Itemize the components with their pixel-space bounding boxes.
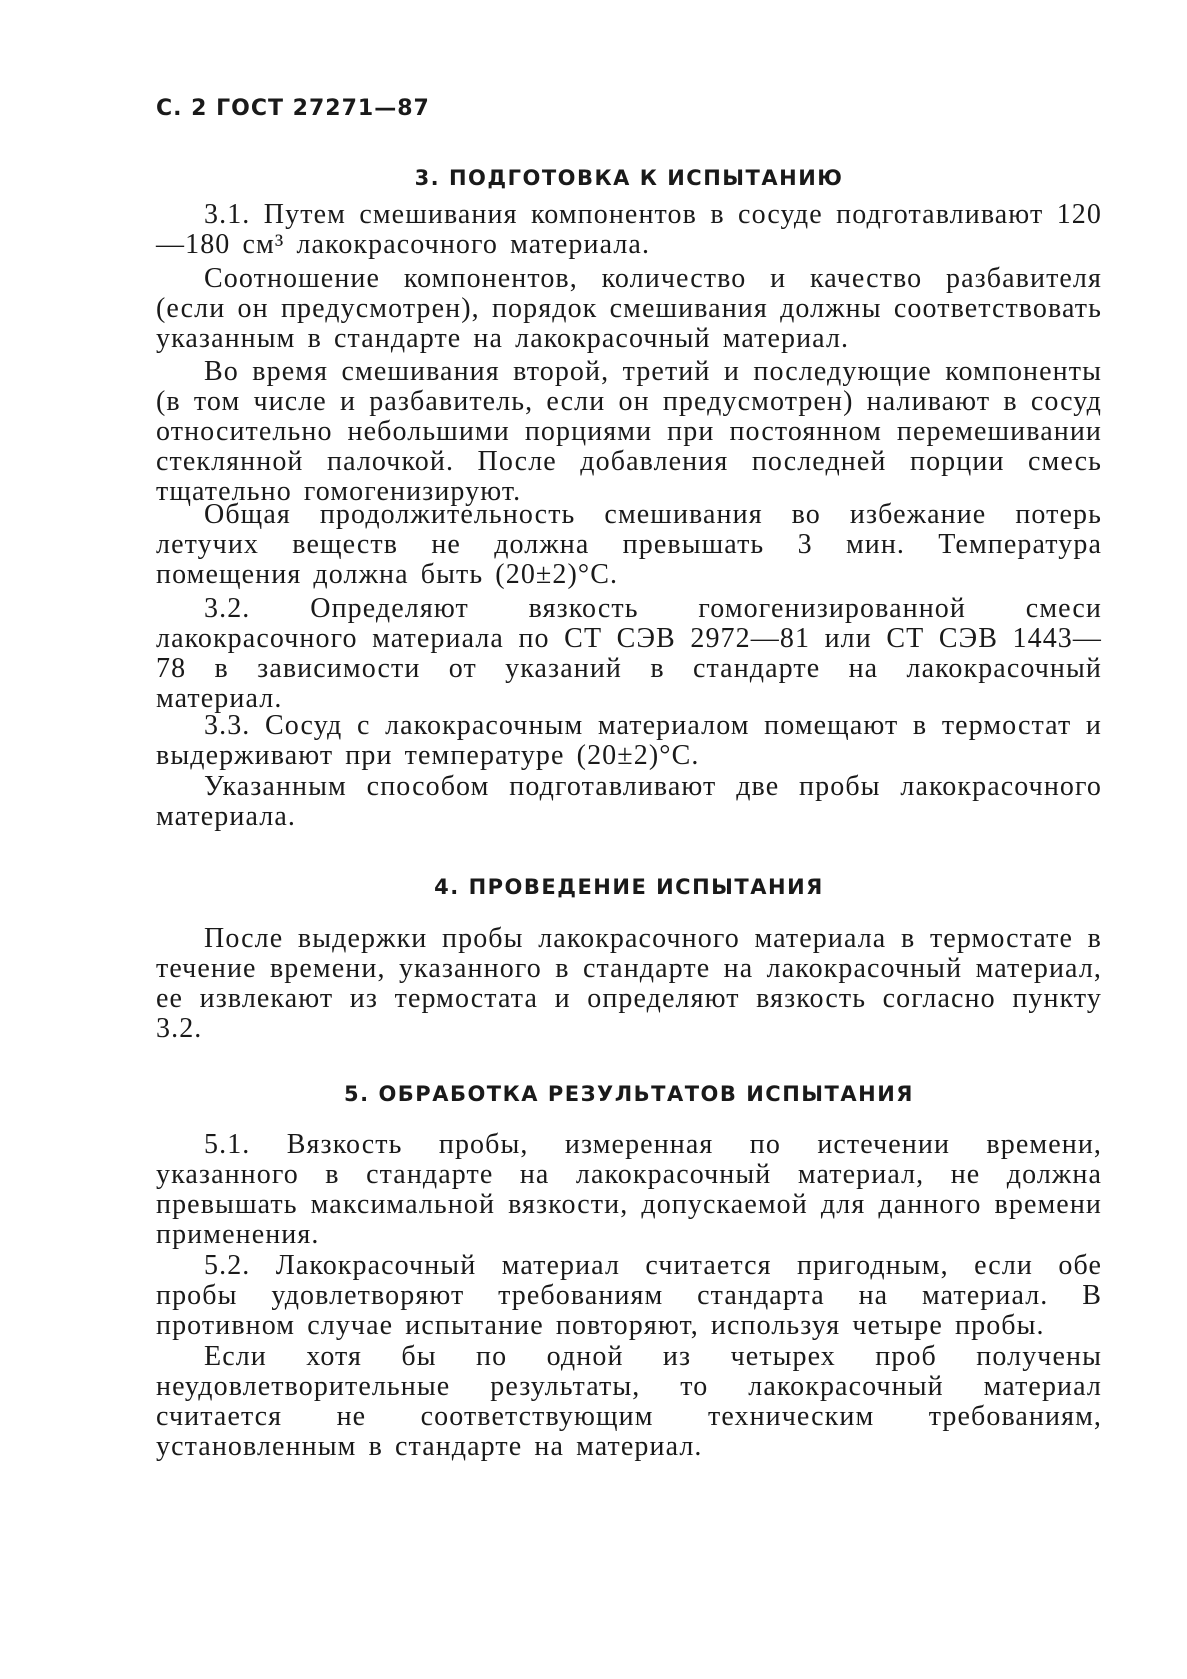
- paragraph: После выдержки пробы лакокрасочного материала в термостате в течение времени, указанного в стандарте на лакокрасочный материал, ее извлекают из термостата и определяют вязкость согласно пункту 3.2.: [156, 923, 1102, 1044]
- section-title: 4. ПРОВЕДЕНИЕ ИСПЫТАНИЯ: [434, 875, 824, 899]
- paragraph: Соотношение компонентов, количество и качество разбавителя (если он предусмотрен), порядок смешивания должны соответствовать указанным в стандарте на лакокрасочный материал.: [156, 263, 1102, 354]
- paragraph: Если хотя бы по одной из четырех проб получены неудовлетворительные результаты, то лакокрасочный материал считается не соответствующим техническим требованиям, установленным в стандарте на материал.: [156, 1341, 1102, 1462]
- paragraph: Во время смешивания второй, третий и последующие компоненты (в том числе и разбавитель, если он предусмотрен) наливают в сосуд относительно небольшими порциями при постоянном перемешивании стеклянной палочкой. После добавления последней порции смесь тщательно гомогенизируют.: [156, 356, 1102, 507]
- paragraph: 3.1. Путем смешивания компонентов в сосуде подготавливают 120—180 см³ лакокрасочного материала.: [156, 199, 1102, 260]
- section-title: 3. ПОДГОТОВКА К ИСПЫТАНИЮ: [414, 166, 844, 190]
- paragraph: 3.2. Определяют вязкость гомогенизированной смеси лакокрасочного материала по СТ СЭВ 2972—81 или СТ СЭВ 1443—78 в зависимости от указаний в стандарте на лакокрасочный материал.: [156, 593, 1102, 714]
- paragraph: 5.2. Лакокрасочный материал считается пригодным, если обе пробы удовлетворяют требованиям стандарта на материал. В противном случае испытание повторяют, используя четыре пробы.: [156, 1250, 1102, 1341]
- paragraph: 3.3. Сосуд с лакокрасочным материалом помещают в термостат и выдерживают при температуре (20±2)°С.: [156, 710, 1102, 771]
- section-title: 5. ОБРАБОТКА РЕЗУЛЬТАТОВ ИСПЫТАНИЯ: [344, 1082, 914, 1106]
- paragraph: Общая продолжительность смешивания во избежание потерь летучих веществ не должна превышать 3 мин. Температура помещения должна быть (20±2)°С.: [156, 499, 1102, 590]
- paragraph: Указанным способом подготавливают две пробы лакокрасочного материала.: [156, 771, 1102, 832]
- page-header: С. 2 ГОСТ 27271—87: [156, 96, 430, 121]
- paragraph: 5.1. Вязкость пробы, измеренная по истечении времени, указанного в стандарте на лакокрасочный материал, не должна превышать максимальной вязкости, допускаемой для данного времени применения.: [156, 1129, 1102, 1250]
